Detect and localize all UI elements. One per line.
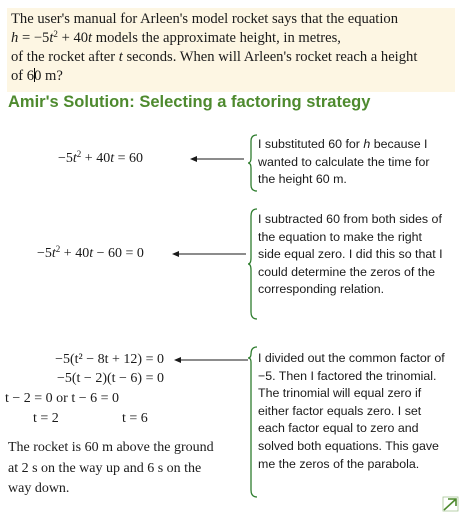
problem-statement (7, 8, 455, 92)
step3-line1: −5(t² − 8t + 12) = 0 (55, 352, 164, 367)
step1-equation: $-5t^2 + 40t = 60$ (58, 149, 143, 166)
step2-equation: $-5t^2 + 40t - 60 = 0$ (37, 244, 144, 261)
problem-line-2: $h = -5t^2 + 40t$ models the approximate height, in metres, (11, 29, 341, 46)
step3-arrow (174, 355, 250, 365)
step2-note: I subtracted 60 from both sides of the equation to make the right side equal zero. I did this so that I could determine the zeros of the corresponding relation. (258, 212, 443, 297)
solution-heading: Amir's Solution: Selecting a factoring strategy (8, 93, 371, 111)
step2-arrow (172, 249, 248, 259)
conclusion: The rocket is 60 m above the ground at 2 s on the way up and 6 s on the way down. (8, 440, 214, 496)
step1-note: I substituted 60 for h because I wanted to calculate the time for the height 60 m. (258, 137, 430, 187)
step2-brace (248, 208, 258, 320)
step3-note: I divided out the common factor of −5. Then I factored the trinomial. The trinomial will equal zero if either factor equals zero. I set each factor equal to zero and solved both equations. This gave me the zeros of the parabola. (258, 351, 445, 471)
step1-brace (248, 134, 258, 192)
step3-line3: t − 2 = 0 or t − 6 = 0 (5, 391, 120, 406)
page-corner-arrow-icon (442, 496, 460, 512)
step3-solution-1: t = 2 (33, 411, 59, 426)
step1-arrow (190, 154, 246, 164)
problem-line-3: of the rocket after t seconds. When will Arleen's rocket reach a height (11, 49, 418, 65)
problem-line-4: of 60 m? (11, 68, 63, 84)
step3-brace (248, 346, 258, 498)
step3-line2: −5(t − 2)(t − 6) = 0 (56, 371, 164, 386)
problem-line-1: The user's manual for Arleen's model rocket says that the equation (11, 11, 399, 27)
step3-solution-2: t = 6 (122, 411, 148, 426)
